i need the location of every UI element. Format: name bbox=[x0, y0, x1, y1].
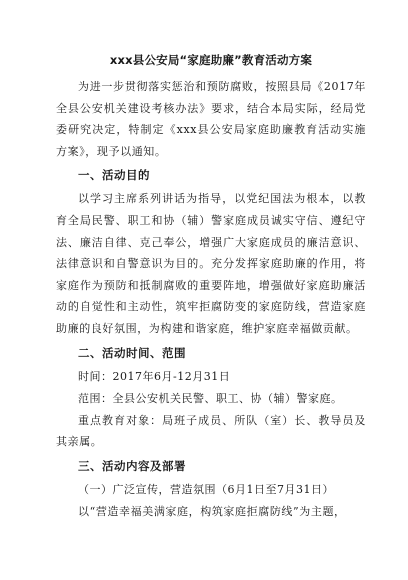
purpose-paragraph: 以学习主席系列讲话为指导，以党纪国法为根本，以教育全局民警、职工和协（辅）警家庭成员诚实守信、遵纪守法、廉洁自律、克己奉公，增强广大家庭成员的廉洁意识、法律意识和自警意识为目的。充分发挥家庭助廉的作用，将家庭作为预防和抵制腐败的重要阵地，增强做好家庭助廉活动的自觉性和主动性，筑牢拒腐防变的家庭防线，营造家庭助廉的良好氛围，为构建和谐家庭，维护家庭幸福做贡献。 bbox=[56, 192, 366, 335]
document-title: xxx县公安局“家庭助廉”教育活动方案 bbox=[109, 53, 313, 67]
subsection-heading-publicity: （一）广泛宣传，营造氛围（6月1日至7月31日） bbox=[78, 482, 334, 496]
intro-paragraph: 为进一步贯彻落实惩治和预防腐败，按照县局《2017年全县公安机关建设考核办法》要求，结合本局实际，经局党委研究决定，特制定《xxx县公安局家庭助廉教育活动实施方案》，现予以通知。 bbox=[56, 80, 366, 158]
section-heading-time-scope: 二、活动时间、范围 bbox=[78, 345, 186, 360]
section-heading-purpose: 一、活动目的 bbox=[78, 168, 150, 183]
activity-scope: 范围：全县公安机关民警、职工、协（辅）警家庭。 bbox=[78, 391, 343, 405]
key-education-targets: 重点教育对象：局班子成员、所队（室）长、教导员及其亲属。 bbox=[56, 413, 366, 449]
publicity-paragraph: 以“营造幸福美满家庭，构筑家庭拒腐防线”为主题， bbox=[78, 504, 346, 518]
section-heading-content: 三、活动内容及部署 bbox=[78, 458, 186, 473]
activity-time: 时间：2017年6月-12月31日 bbox=[78, 369, 231, 383]
